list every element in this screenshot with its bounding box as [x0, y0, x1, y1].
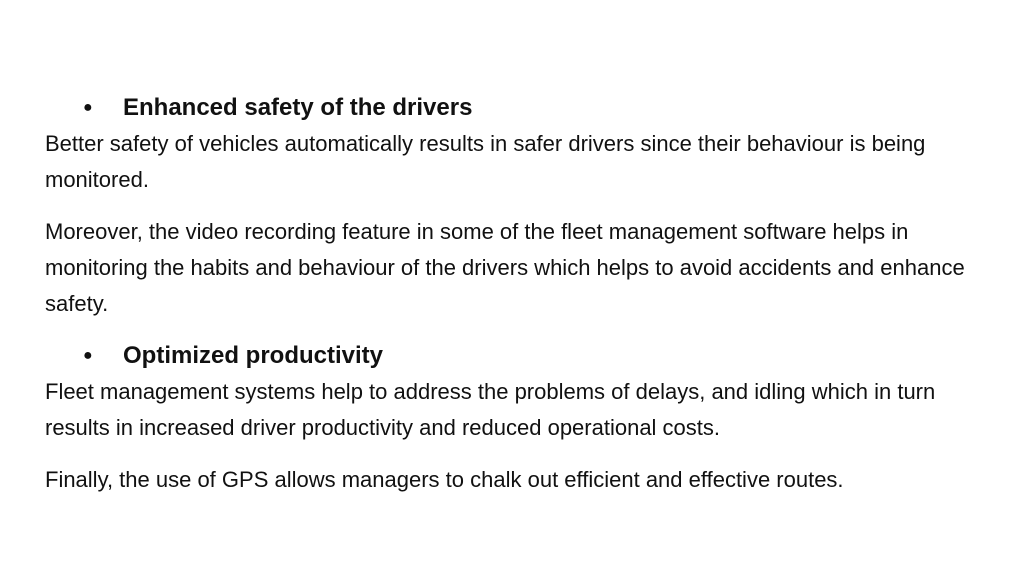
heading-text: Enhanced safety of the drivers [123, 94, 473, 121]
paragraph-gap [45, 446, 985, 462]
paragraph: Finally, the use of GPS allows managers to chalk out efficient and effective routes. [45, 467, 844, 492]
section-heading-productivity [45, 338, 985, 374]
paragraph: Better safety of vehicles automatically results in safer drivers since their behaviour is being monitored. [45, 131, 926, 192]
heading-text: Optimized productivity [123, 342, 384, 369]
paragraph-gap [45, 198, 985, 214]
section-heading-safety [45, 90, 985, 126]
paragraph: Moreover, the video recording feature in some of the fleet management software helps in monitoring the habits and behaviour of the drivers which helps to avoid accidents and enhance safety. [45, 219, 965, 316]
bullet-icon: ● [83, 99, 93, 116]
paragraph-gap [45, 322, 985, 338]
bullet-icon: ● [83, 347, 93, 364]
document-body [45, 90, 985, 498]
paragraph: Fleet management systems help to address the problems of delays, and idling which in turn results in increased driver productivity and reduced operational costs. [45, 379, 936, 440]
